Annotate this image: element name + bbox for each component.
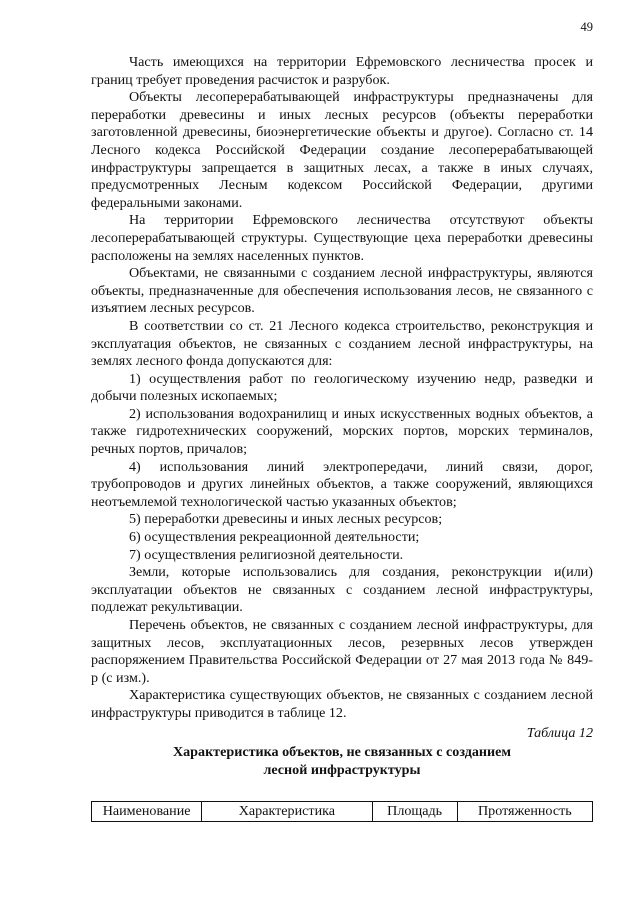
page-number: 49	[580, 20, 593, 34]
column-header-characteristic: Характеристика	[202, 802, 372, 822]
column-header-name: Наименование	[92, 802, 202, 822]
column-header-area: Площадь	[372, 802, 457, 822]
column-header-length: Протяженность	[457, 802, 592, 822]
body-text	[91, 54, 593, 822]
table-title-line2: лесной инфраструктуры	[263, 761, 421, 778]
paragraph: На территории Ефремовского лесничества отсутствуют объекты лесоперерабатывающей структуры. Существующие цеха переработки древесины расположены на землях населенных пунктов.	[91, 212, 593, 264]
paragraph: Объектами, не связанными с созданием лесной инфраструктуры, являются объекты, предназначенные для обеспечения использования лесов, не связанного с изъятием лесных ресурсов.	[91, 265, 593, 317]
paragraph: Перечень объектов, не связанных с созданием лесной инфраструктуры, для защитных лесов, эксплуатационных лесов, резервных лесов утвержден распоряжением Правительства Российской Федерации от 27 мая 2013 года № 849-р (с изм.).	[91, 617, 593, 686]
table-title-line1: Характеристика объектов, не связанных с созданием	[172, 744, 512, 761]
paragraph: Объекты лесоперерабатывающей инфраструктуры предназначены для переработки древесины и иных лесных ресурсов (объекты переработки заготовленной древесины, биоэнергетические объекты и другое). Согласно ст. 14 Лесного кодекса Российской Федерации создание лесоперерабатывающей инфраструктуры запрещается в защитных лесах, а также в иных случаях, предусмотренных Лесным кодексом Российской Федерации, другими федеральными законами.	[91, 89, 593, 211]
paragraph: Земли, которые использовались для создания, реконструкции и(или) эксплуатации объектов не связанных с созданием лесной инфраструктуры, подлежат рекультивации.	[91, 564, 593, 616]
list-item: 5) переработки древесины и иных лесных ресурсов;	[129, 511, 443, 528]
table-header-row	[92, 802, 593, 822]
list-item: 4) использования линий электропередачи, линий связи, дорог, трубопроводов и других линейных объектов, а также сооружений, являющихся неотъемлемой технологической частью указанных объектов;	[91, 458, 593, 510]
list-item: 7) осуществления религиозной деятельности.	[129, 546, 404, 563]
list-item: 1) осуществления работ по геологическому изучению недр, разведки и добычи полезных ископаемых;	[91, 370, 593, 405]
table-caption: Таблица 12	[526, 724, 593, 741]
paragraph: В соответствии со ст. 21 Лесного кодекса строительство, реконструкция и эксплуатация объектов, не связанных с созданием лесной инфраструктуры, на землях лесного фонда допускаются для:	[91, 317, 593, 370]
paragraph: Часть имеющихся на территории Ефремовского лесничества просек и границ требует проведения расчисток и разрубок.	[91, 54, 593, 88]
list-item: 2) использования водохранилищ и иных искусственных водных объектов, а также гидротехнических сооружений, морских портов, морских терминалов, речных портов, причалов;	[91, 405, 593, 458]
list-item: 6) осуществления рекреационной деятельности;	[129, 529, 420, 546]
paragraph: Характеристика существующих объектов, не связанных с созданием лесной инфраструктуры приводится в таблице 12.	[91, 687, 593, 721]
table-title	[91, 744, 593, 779]
objects-table	[91, 801, 593, 822]
